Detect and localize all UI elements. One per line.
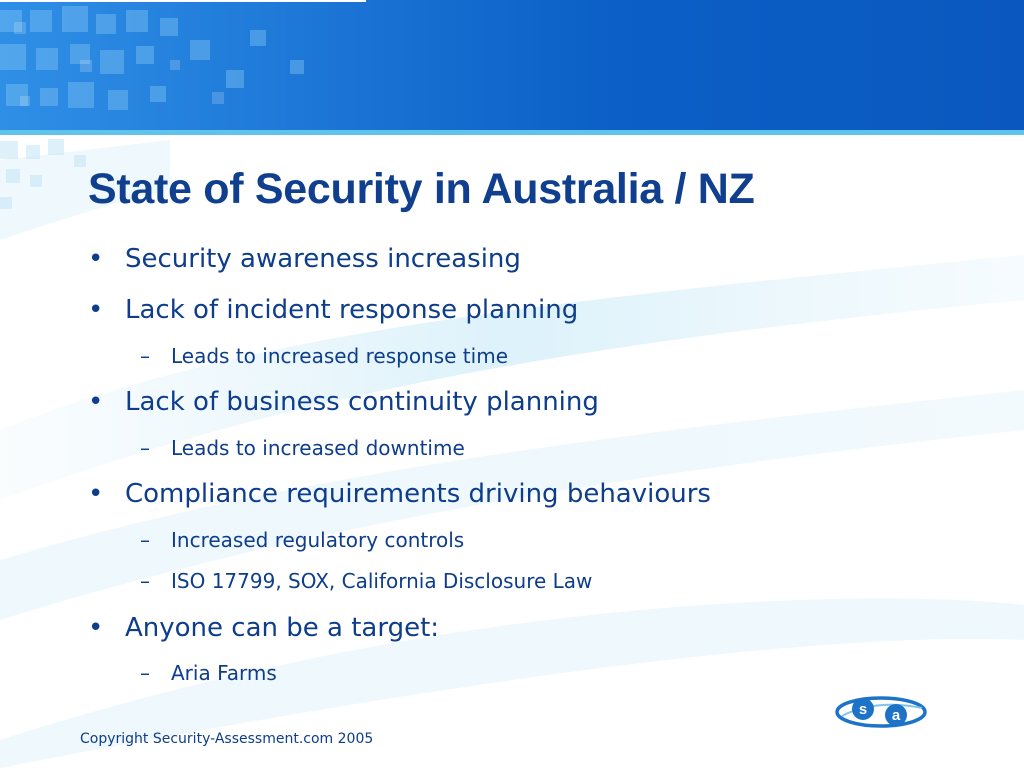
footer-copyright: Copyright Security-Assessment.com 2005 [80,731,374,747]
bullet-marker: • [88,387,104,417]
bullet-marker: • [88,479,104,509]
bullet-item: Security awareness increasing [125,244,521,274]
logo-letter-s: s [858,701,868,718]
sub-bullet-item: Aria Farms [171,661,277,685]
sub-bullet-marker: – [140,344,150,368]
sub-bullet-item: Leads to increased response time [171,344,508,368]
sub-bullet-marker: – [140,436,150,460]
sa-logo [834,694,928,730]
bullet-item: Lack of business continuity planning [125,387,599,417]
sub-bullet-item: Increased regulatory controls [171,528,465,552]
bullet-item: Compliance requirements driving behaviours [125,479,711,509]
sub-bullet-item: ISO 17799, SOX, California Disclosure Law [171,569,593,593]
sub-bullet-marker: – [140,569,150,593]
bullet-marker: • [88,295,104,325]
bullet-item: Lack of incident response planning [125,295,579,325]
bullet-item: Anyone can be a target: [125,613,440,643]
bullet-marker: • [88,244,104,274]
logo-letter-a: a [891,707,901,724]
sub-bullet-marker: – [140,528,150,552]
bullet-marker: • [88,613,104,643]
sub-bullet-item: Leads to increased downtime [171,436,465,460]
sub-bullet-marker: – [140,661,150,685]
page-title: State of Security in Australia / NZ [88,165,755,213]
